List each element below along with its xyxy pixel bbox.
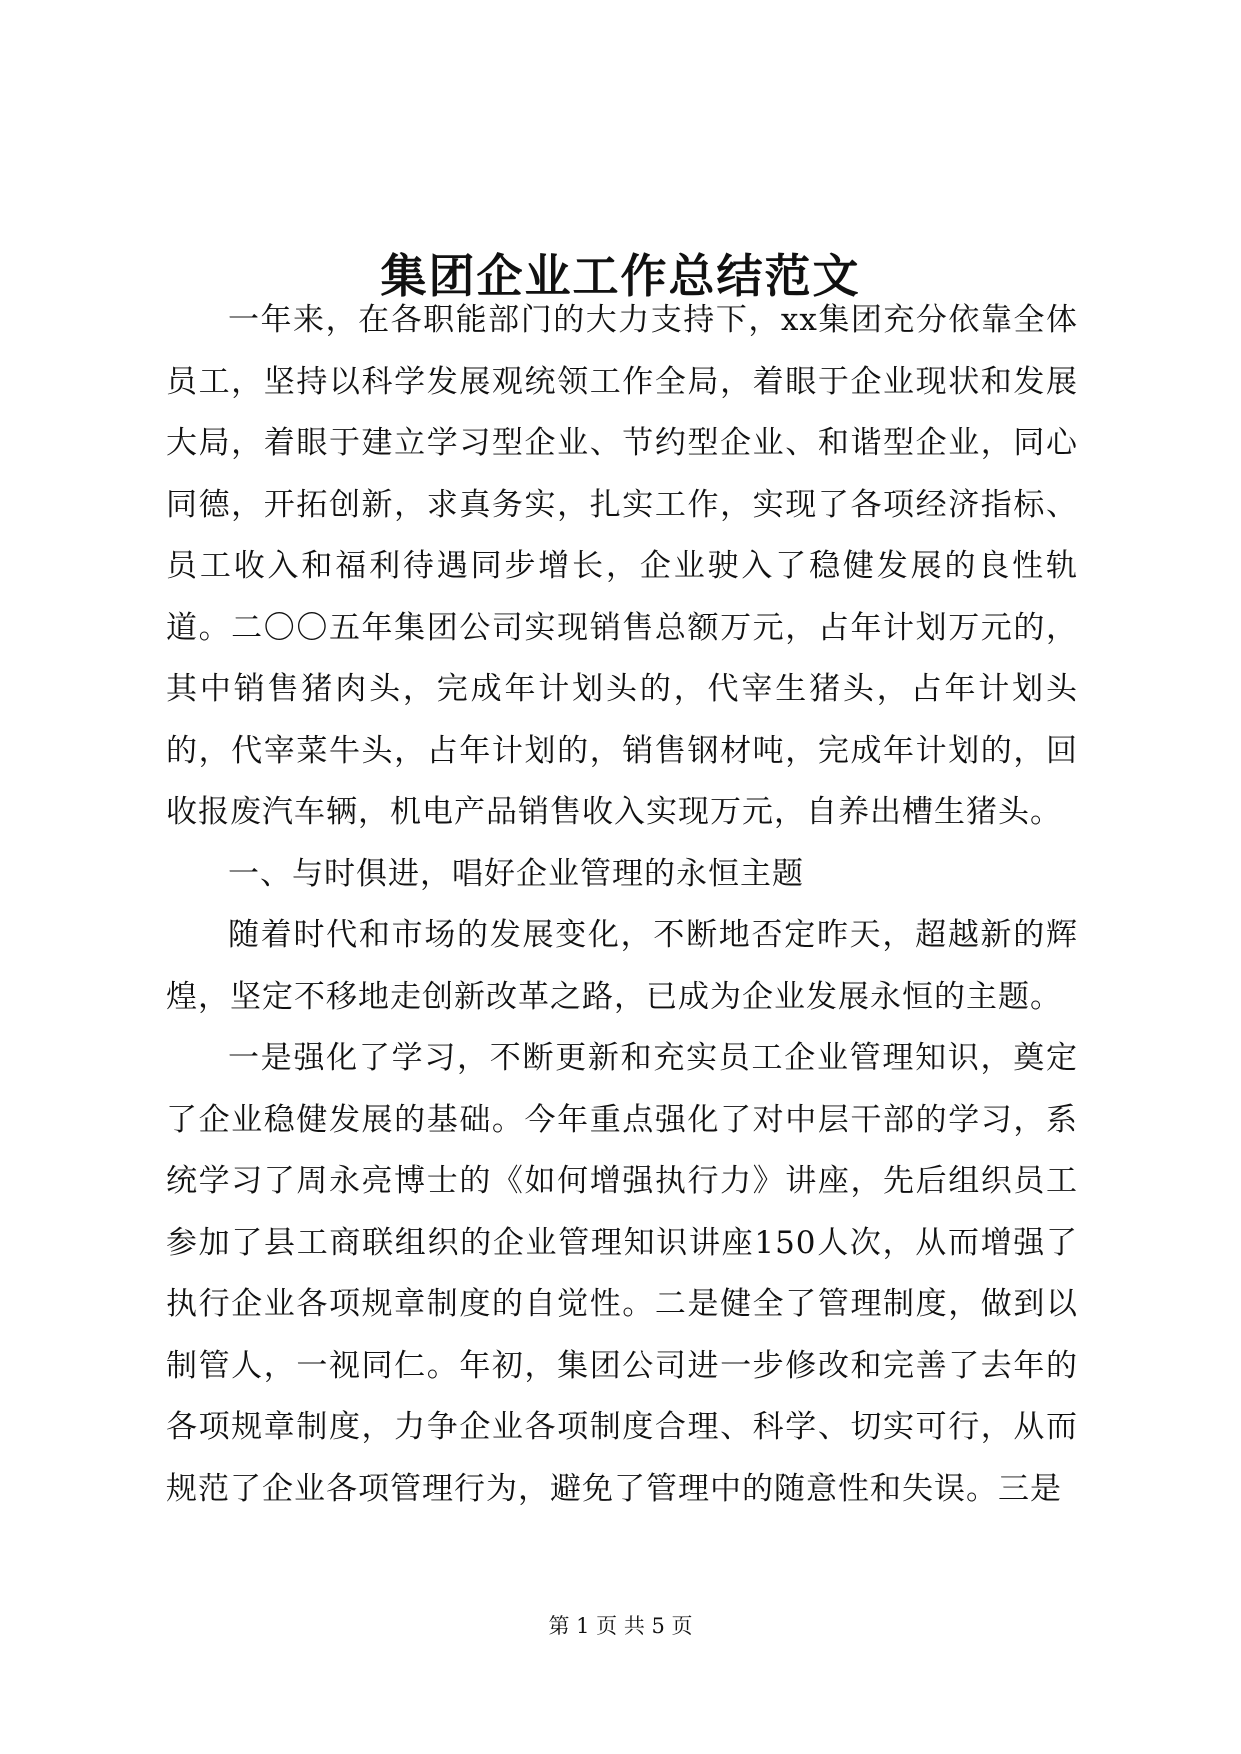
paragraph-section-1: 随着时代和市场的发展变化，不断地否定昨天，超越新的辉煌，坚定不移地走创新改革之路，已成为企业发展永恒的主题。 <box>166 917 1078 1015</box>
paragraph-section-1-details: 一是强化了学习，不断更新和充实员工企业管理知识，奠定了企业稳健发展的基础。今年重点强化了对中层干部的学习，系统学习了周永亮博士的《如何增强执行力》讲座，先后组织员工参加了县工商联组织的企业管理知识讲座150人次，从而增强了执行企业各项规章制度的自觉性。二是健全了管理制度，做到以制管人，一视同仁。年初，集团公司进一步修改和完善了去年的各项规章制度，力争企业各项制度合理、科学、切实可行，从而规范了企业各项管理行为，避免了管理中的随意性和失误。三是 <box>166 1040 1078 1507</box>
section-heading-1: 一、与时俱进，唱好企业管理的永恒主题 <box>228 855 804 892</box>
document-body <box>166 290 1078 1520</box>
paragraph-intro: 一年来，在各职能部门的大力支持下，xx集团充分依靠全体员工，坚持以科学发展观统领工作全局，着眼于企业现状和发展大局，着眼于建立学习型企业、节约型企业、和谐型企业，同心同德，开拓创新，求真务实，扎实工作，实现了各项经济指标、员工收入和福利待遇同步增长，企业驶入了稳健发展的良性轨道。二〇〇五年集团公司实现销售总额万元，占年计划万元的，其中销售猪肉头，完成年计划头的，代宰生猪头，占年计划头的，代宰菜牛头，占年计划的，销售钢材吨，完成年计划的，回收报废汽车辆，机电产品销售收入实现万元，自养出槽生猪头。 <box>166 302 1078 830</box>
page-number-footer: 第 1 页 共 5 页 <box>548 1614 693 1638</box>
document-title: 集团企业工作总结范文 <box>380 248 861 303</box>
